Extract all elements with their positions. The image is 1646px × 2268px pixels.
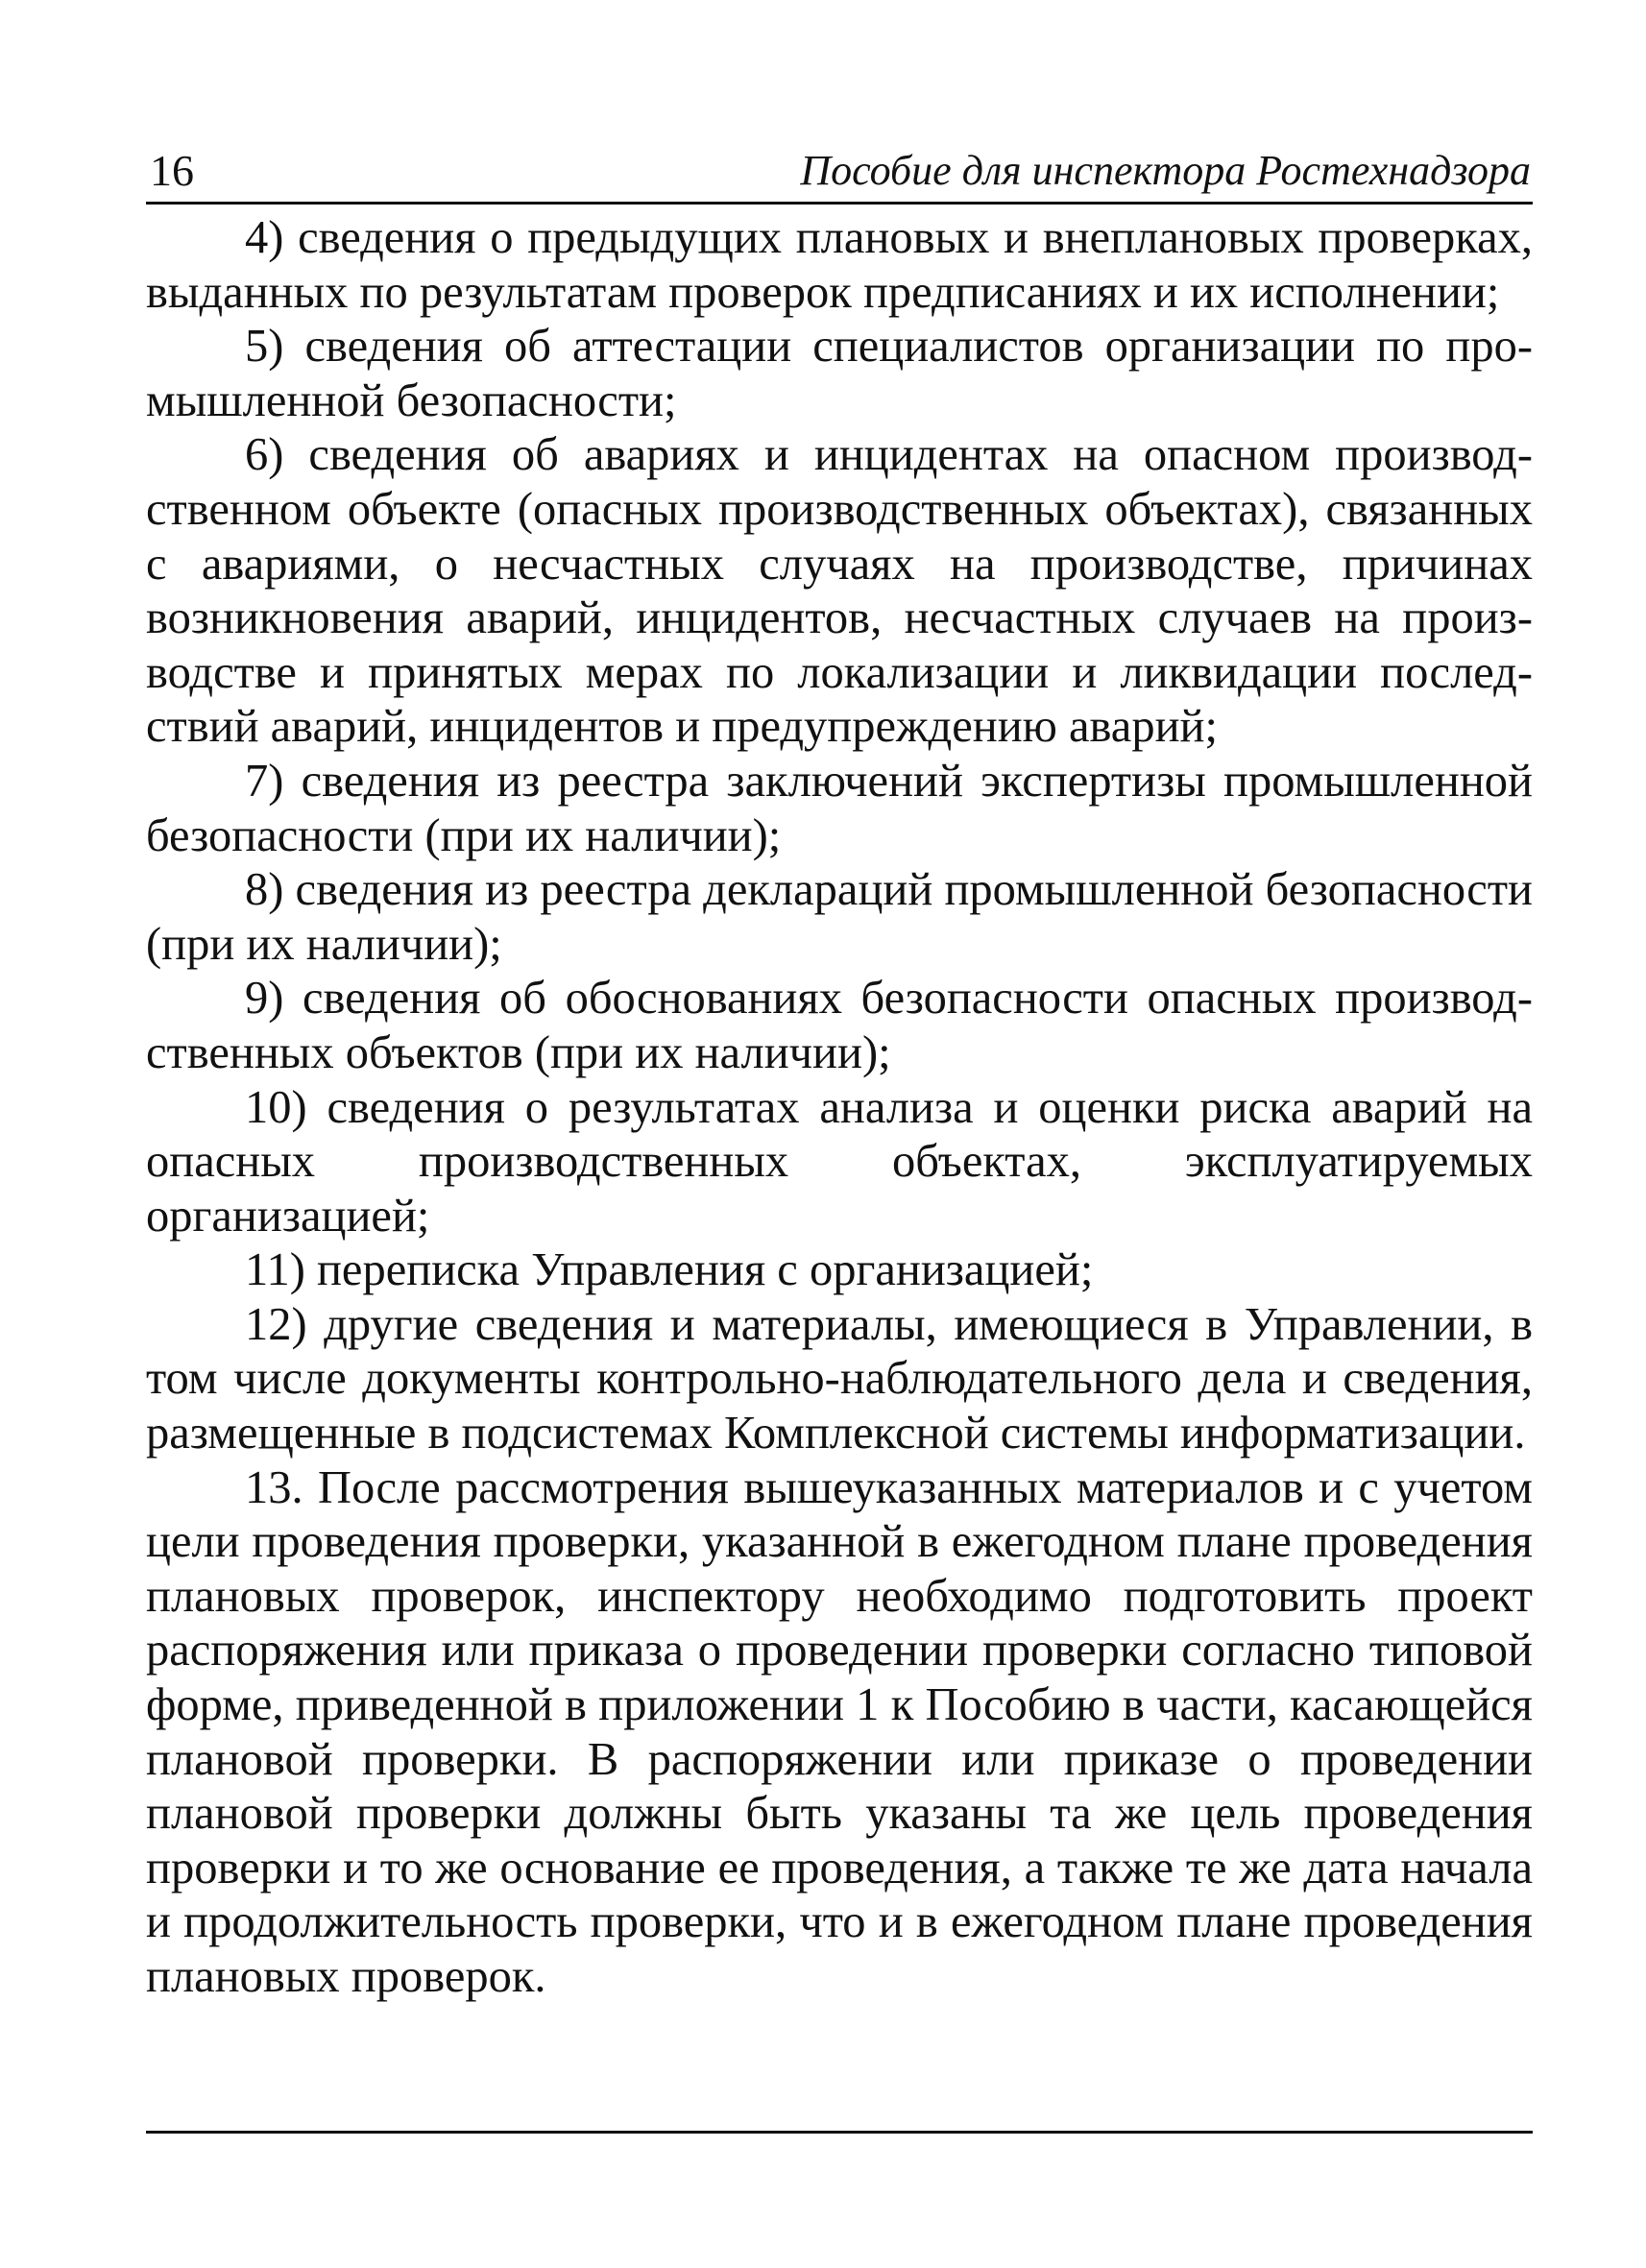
paragraph-item-6: 6) сведения об авариях и инцидентах на опасном производственном объекте (опасных производственных объектах), связанных с авариями, о несчастных случаях на производстве, причинах возникновения аварий, инцидентов, несчастных случаев на производстве и принятых мерах по локализации и ликвидации последствий аварий, инцидентов и предупреждению аварий; (146, 429, 1533, 753)
paragraph-item-11: 11) переписка Управления с организацией; (245, 1244, 1094, 1296)
paragraph-item-10: 10) сведения о результатах анализа и оценки риска аварий на опасных производственных объектах, эксплуатируемых организацией; (146, 1081, 1533, 1242)
bottom-rule (146, 2131, 1533, 2134)
running-title: Пособие для инспектора Ростехнадзора (800, 147, 1531, 194)
paragraph-item-7: 7) сведения из реестра заключений экспертизы промышленной безопасности (при их наличии); (146, 755, 1533, 861)
page-header (146, 144, 1533, 205)
paragraph-item-12: 12) другие сведения и материалы, имеющиеся в Управлении, в том числе документы контрольно-наблюдательного дела и сведения, размещенные в подсистемах Комплексной системы информатизации. (146, 1298, 1533, 1460)
paragraph-item-9: 9) сведения об обоснованиях безопасности опасных производственных объектов (при их наличии); (146, 973, 1533, 1078)
body-text (146, 211, 1533, 2005)
page-number: 16 (150, 146, 194, 195)
paragraph-item-5: 5) сведения об аттестации специалистов организации по промышленной безопасности; (146, 321, 1533, 426)
paragraph-item-4: 4) сведения о предыдущих плановых и внеплановых проверках, выданных по результатам проверок предписаниях и их исполнении; (146, 212, 1533, 318)
paragraph-section-13: 13. После рассмотрения вышеуказанных материалов и с учетом цели проведения проверки, указанной в ежегодном плане проведения плановых проверок, инспектору необходимо подготовить проект распоряжения или приказа о проведении проверки согласно типовой форме, приведенной в приложении 1 к Пособию в части, касающейся плановой проверки. В распоряжении или приказе о проведении плановой проверки должны быть указаны та же цель проведения проверки и то же основание ее проведения, а также те же дата начала и продолжительность проверки, что и в ежегодном плане проведения плановых проверок. (146, 1461, 1533, 2002)
paragraph-item-8: 8) сведения из реестра деклараций промышленной безопасности (при их наличии); (146, 864, 1533, 970)
